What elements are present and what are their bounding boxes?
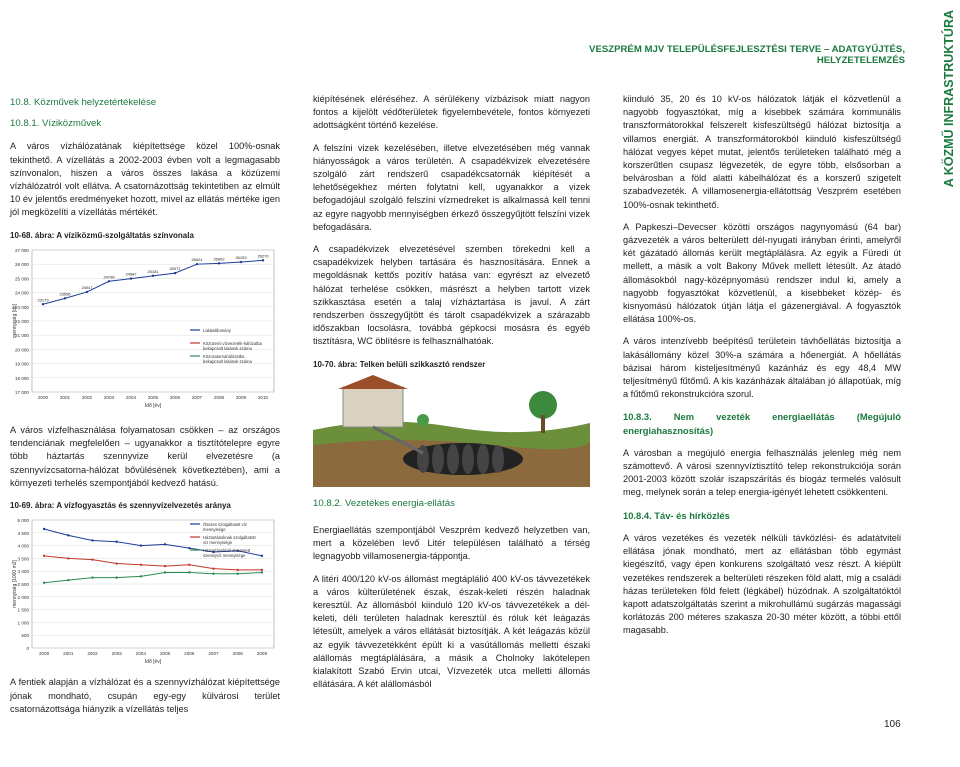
page-number: 106 bbox=[884, 719, 901, 730]
data-label: 23179 bbox=[37, 297, 49, 303]
data-point bbox=[164, 543, 166, 545]
chart-1-svg bbox=[10, 246, 280, 414]
data-point bbox=[130, 277, 132, 279]
paragraph: A város vezetékes és vezeték nélküli távközlési- és adatátviteli ellátása jónak mondható, mert az ellátásban több egymást kiegészítő, vagy épen konkurens szolgáltató vesz részt. A kiépült vezetékes rendszerek a belterületi részeken föld alatt, míg a családi házas területeken föld felett (légkábel) húzódnak. A szolgáltatóktól kapott adatszolgáltatás szerint a mikrohullámú sugárzás magassági korlátozás 200 méteres szakasza 20-30 méter között, a többi ettől magasabb. bbox=[623, 532, 901, 636]
subsection-heading: 10.8.1. Víziközművek bbox=[10, 118, 102, 130]
x-axis-label: Idő [év] bbox=[144, 402, 162, 409]
data-point bbox=[64, 297, 66, 299]
x-tick-label: 2004 bbox=[135, 651, 147, 657]
x-tick-label: 2008 bbox=[232, 651, 243, 657]
legend-label: bekapcsolt lakások száma bbox=[203, 358, 252, 364]
data-label: 26270 bbox=[257, 253, 269, 259]
y-tick-label: 2 000 bbox=[17, 595, 29, 601]
figure-caption: 10-68. ábra: A víziközmű-szolgáltatás színvonala bbox=[10, 230, 194, 240]
column-1 bbox=[10, 96, 280, 725]
paragraph: Energiaellátás szempontjából Veszprém kedvező helyzetben van, mert a közelében levő Litér településen található a térség legnagyobb villamosenergia-táppontja. bbox=[313, 525, 590, 562]
x-tick-label: 2009 bbox=[256, 651, 268, 657]
data-point bbox=[67, 534, 69, 536]
legend-label: Közüzemi vízvezeték-hálózatba bbox=[203, 340, 262, 346]
data-point bbox=[164, 565, 166, 567]
data-point bbox=[262, 259, 264, 261]
data-label: 23596 bbox=[59, 291, 71, 297]
data-point bbox=[43, 528, 45, 530]
x-tick-label: 2001 bbox=[63, 651, 74, 657]
data-point bbox=[237, 569, 239, 571]
data-point bbox=[116, 577, 118, 579]
figure-caption: 10-69. ábra: A vízfogyasztás és szennyvízelvezetés aránya bbox=[10, 501, 231, 511]
y-tick-label: 2 500 bbox=[17, 582, 29, 588]
x-tick-label: 2003 bbox=[111, 651, 122, 657]
y-tick-label: 26 000 bbox=[14, 262, 29, 268]
y-tick-label: 19 000 bbox=[14, 361, 29, 367]
paragraph: A csapadékvizek elvezetésével szemben törekedni kell a csapadékvizek helyben tartására és hasznosítására. Ennek a megoldásnak kettős pozitív hatása van: egyrészt az elvezető hálózat terhelése csökken, másrészt a helyben tartott vizek szikkasztása esetén a talaj vízháztartása is javul. A zárt rendszerben összegyűjtött és tárolt csapadékvizek a szárazabb időszakban locsolásra, továbbá gépkocsi mosásra és egyéb tisztításra, WC öblítésre is felhasználhatóak. bbox=[313, 244, 590, 347]
x-tick-label: 2003 bbox=[103, 394, 115, 400]
y-tick-label: 4 000 bbox=[17, 543, 29, 549]
x-tick-label: 2001 bbox=[59, 394, 71, 400]
data-point bbox=[116, 563, 118, 565]
data-point bbox=[108, 280, 110, 282]
data-label: 26153 bbox=[235, 254, 247, 260]
y-tick-label: 1 000 bbox=[17, 620, 29, 626]
y-tick-label: 22 000 bbox=[14, 318, 29, 324]
data-point bbox=[140, 564, 142, 566]
data-point bbox=[42, 303, 44, 305]
data-point bbox=[140, 575, 142, 577]
y-tick-label: 23 000 bbox=[14, 304, 29, 310]
chart-2 bbox=[10, 516, 280, 672]
paragraph: A város vízhálózatának kiépítettsége közel 100%-osnak tekinthető. A vízellátás a 2002-2003 évben volt a legmagasabb színvonalon, hiszen a város összes lakása a közüzemi vízhálózatról volt ellátva. A csatornázottság tekintetiben az elmúlt 10 év jelentős eredményeket hozott, mivel az ellátás mértéke igen jól megközelíti a vízellátás mértékét. bbox=[10, 141, 280, 218]
data-point bbox=[240, 261, 242, 263]
legend-label: mennyisége bbox=[203, 527, 226, 533]
data-point bbox=[188, 547, 190, 549]
y-tick-label: 1 500 bbox=[17, 607, 29, 613]
x-tick-label: 2006 bbox=[184, 651, 195, 657]
data-point bbox=[261, 572, 263, 574]
legend-label: Lakásállomány bbox=[203, 327, 231, 333]
legend-label: Háztartásoknak szolgáltatott bbox=[203, 535, 256, 541]
y-tick-label: 3 500 bbox=[17, 556, 29, 562]
y-tick-label: 500 bbox=[21, 633, 29, 639]
x-tick-label: 2002 bbox=[81, 394, 93, 400]
paragraph: A litéri 400/120 kV-os állomást megtáplálió 400 kV-os távvezetékek a város külterületének észak, észak-keleti részén haladnak keresztül. Az állomásból kiinduló 120 kV-os távvezetékek a dél-keleti, déli területen haladnak keresztül és róluk két leágazás létesült, amelyek a város ellátását biztosítják. A két leágazás közül az egyik távvezetékként épült ki a vasútállomás melletti északi alállomás megtáplálására, a másik a Cholnoky lakótelepen kialakított Szabó Ervin utcai, Vízvezeték utca melletti állomás ellátására. A két alállomásból bbox=[313, 573, 590, 690]
side-banner bbox=[916, 0, 960, 767]
legend-label: víz mennyisége bbox=[203, 540, 233, 546]
section-heading: 10.8.2. Vezetékes energia-ellátás bbox=[313, 497, 455, 509]
x-tick-label: 2005 bbox=[147, 394, 159, 400]
drainage-illustration-svg bbox=[313, 375, 590, 487]
chart-1 bbox=[10, 246, 280, 418]
y-tick-label: 24 000 bbox=[14, 290, 29, 296]
side-label: A KÖZMŰ INFRASTRUKTÚRA bbox=[942, 10, 956, 188]
y-tick-label: 20 000 bbox=[14, 347, 29, 353]
legend-label: szennyvíz mennyisége bbox=[203, 553, 246, 559]
chart-2-svg bbox=[10, 516, 280, 668]
data-label: 25181 bbox=[147, 268, 159, 274]
y-axis-label: mennyiség [db] bbox=[12, 303, 18, 338]
data-point bbox=[212, 573, 214, 575]
paragraph: A fentiek alapján a vízhálózat és a szennyvízhálózat kiépítettsége jónak mondható, csupán egy-egy külvárosi terület csatornázottsága hiányzik a vízellátás teljes bbox=[10, 677, 280, 714]
y-tick-label: 25 000 bbox=[14, 276, 29, 282]
y-tick-label: 3 000 bbox=[17, 569, 29, 575]
data-point bbox=[188, 572, 190, 574]
y-tick-label: 5 000 bbox=[17, 518, 29, 524]
data-point bbox=[140, 545, 142, 547]
paragraph: A Papkeszi–Devecser közötti országos nagynyomású (64 bar) gázvezeték a város belterülett dél-nyugati irányban érinti, amelyről két gázátadó állomás került megtáplálásra. Az egyik a Füredi út mellett, a másik a volt Bakony Művek mellett létesült. Az átadó állomásokból nagy-középnyomású rendszer indul ki, amely a nagyobb fogyasztókat közvetlenül, a kisebbeket közép- és kisnyomású hálózatok útján látja el gázenergiával. A fogyasztók ellátása 100%-os. bbox=[623, 221, 901, 325]
section-heading: 10.8. Közművek helyzetértékelése bbox=[10, 97, 157, 108]
figure-caption: 10-70. ábra: Telken belüli szikkasztó rendszer bbox=[313, 359, 486, 369]
section-heading: 10.8.4. Táv- és hírközlés bbox=[623, 509, 730, 521]
data-point bbox=[188, 564, 190, 566]
data-label: 26001 bbox=[191, 257, 203, 263]
x-tick-label: 2007 bbox=[208, 651, 219, 657]
x-tick-label: 2007 bbox=[191, 394, 203, 400]
y-tick-label: 4 500 bbox=[17, 531, 29, 537]
running-header: VESZPRÉM MJV TELEPÜLÉSFEJLESZTÉSI TERVE – ADATGYŰJTÉS, HELYZETELEMZÉS bbox=[589, 44, 905, 66]
data-point bbox=[86, 291, 88, 293]
data-point bbox=[67, 579, 69, 581]
data-label: 24796 bbox=[103, 274, 115, 280]
data-point bbox=[164, 572, 166, 574]
paragraph: kiépítésének eléréséhez. A sérülékeny vízbázisok miatt nagyon fontos a kijelölt védőterületek figyelembevétele, fontos környezeti adottságként történő kezelése. bbox=[313, 94, 590, 131]
data-label: 24987 bbox=[125, 271, 137, 277]
data-point bbox=[67, 557, 69, 559]
drainage-illustration bbox=[313, 375, 590, 487]
data-point bbox=[43, 555, 45, 557]
data-point bbox=[237, 573, 239, 575]
legend-label: Összes szolgáltatott víz bbox=[203, 522, 247, 528]
x-axis-label: Idő [év] bbox=[144, 659, 162, 666]
data-point bbox=[261, 569, 263, 571]
y-tick-label: 27 000 bbox=[14, 247, 29, 253]
x-tick-label: 2002 bbox=[87, 651, 98, 657]
legend-label: bekapcsolt lakások száma bbox=[203, 345, 252, 351]
paragraph: kiinduló 35, 20 és 10 kV-os hálózatok látják el közvetlenül a nagyobb fogyasztókat, míg a kisebbek számára kommunális transzformátorokkal felszerelt kisfeszültségű hálózat biztosítja a villamos energiát. A transzformátorokból kiinduló kisfeszültségű hálózat vegyes képet mutat, jelentős területeken található még a korszerűtlen csupasz légvezeték, de egyre több, elsősorban a belvárosban a föld alatti kábelhálózat és a korszerű szigetelt szabadvezeték. A villamosenergia-ellátottság Veszprém esetében 100%-osnak tekinthető. bbox=[623, 94, 901, 210]
section-heading: 10.8.3. Nem vezeték energiaellátás (Megújuló energiahasznosítás) bbox=[623, 411, 901, 436]
data-point bbox=[152, 274, 154, 276]
paragraph: A városban a megújuló energia felhasználás jelenleg még nem számottevő. A városi szennyvíztisztító telep rekonstrukciója során 2001-2003 között szolár iszapszárítás és biogáz termelés valósult meg, melynek során a telep energia-igényét lehetett csökkenteni. bbox=[623, 447, 901, 498]
data-point bbox=[91, 577, 93, 579]
y-tick-label: 18 000 bbox=[14, 375, 29, 381]
data-point bbox=[91, 559, 93, 561]
x-tick-label: 2000 bbox=[37, 394, 49, 400]
data-label: 24047 bbox=[81, 284, 93, 290]
data-point bbox=[212, 568, 214, 570]
data-point bbox=[116, 541, 118, 543]
data-point bbox=[43, 582, 45, 584]
paragraph: A város vízfelhasználása folyamatosan csökken – az országos tendenciának megfelelően – ugyanakkor a tisztítótelepre egyre több háztartás szennyvize kerül elvezetésre (a szennyvízcsatorna-hálózat bővülésének következtében), ami a környezeti terhelés szempontjából kedvező hatású. bbox=[10, 425, 280, 488]
y-tick-label: 21 000 bbox=[14, 333, 29, 339]
x-tick-label: 2006 bbox=[169, 394, 181, 400]
paragraph: A város intenzívebb beépítésű területein távhőellátás biztosítja a lakásállomány közel 30%-a számára a hőenergiát. A hőellátás bázisai három kisteljesítményű kazánház és egy 48,4 MW teljesítményű fűtőmű. A kis kazánházak általában jó állapotúak, míg a fűtőmű rekonstrukcióra szorul. bbox=[623, 336, 901, 400]
x-tick-label: 2008 bbox=[213, 394, 225, 400]
y-tick-label: 0 bbox=[26, 646, 29, 652]
data-point bbox=[91, 540, 93, 542]
data-point bbox=[261, 555, 263, 557]
x-tick-label: 2004 bbox=[125, 394, 137, 400]
x-tick-label: 2010 bbox=[257, 394, 269, 400]
legend-label: Háztartásokból elvezetett bbox=[203, 548, 251, 554]
paragraph: A felszíni vizek kezelésében, illetve elvezetésében még vannak hiányosságok a város területén. A csapadékvizek elvezetésére szolgáló zárt rendszerű csapadékcsatornák kiépítését a lehetőségekhez mérten folytatni kell, ugyanakkor a vizek befogadójául szolgáló felszíni vízmedreket is alkalmassá kell tenni az egyre nagyobb mennyiségben érkező összegyűjtött felszíni vizek befogadására. bbox=[313, 142, 590, 232]
y-tick-label: 17 000 bbox=[14, 389, 29, 395]
data-label: 26062 bbox=[213, 256, 225, 262]
y-axis-label: mennyiség [1000 m3] bbox=[12, 560, 18, 609]
x-tick-label: 2009 bbox=[235, 394, 247, 400]
data-point bbox=[174, 272, 176, 274]
legend-label: Közcsatornahálózatba bbox=[203, 353, 245, 359]
data-label: 25371 bbox=[169, 265, 181, 271]
x-tick-label: 2000 bbox=[38, 651, 50, 657]
data-point bbox=[218, 262, 220, 264]
data-point bbox=[196, 263, 198, 265]
column-3 bbox=[623, 93, 901, 647]
x-tick-label: 2005 bbox=[159, 651, 171, 657]
column-2 bbox=[313, 93, 590, 701]
